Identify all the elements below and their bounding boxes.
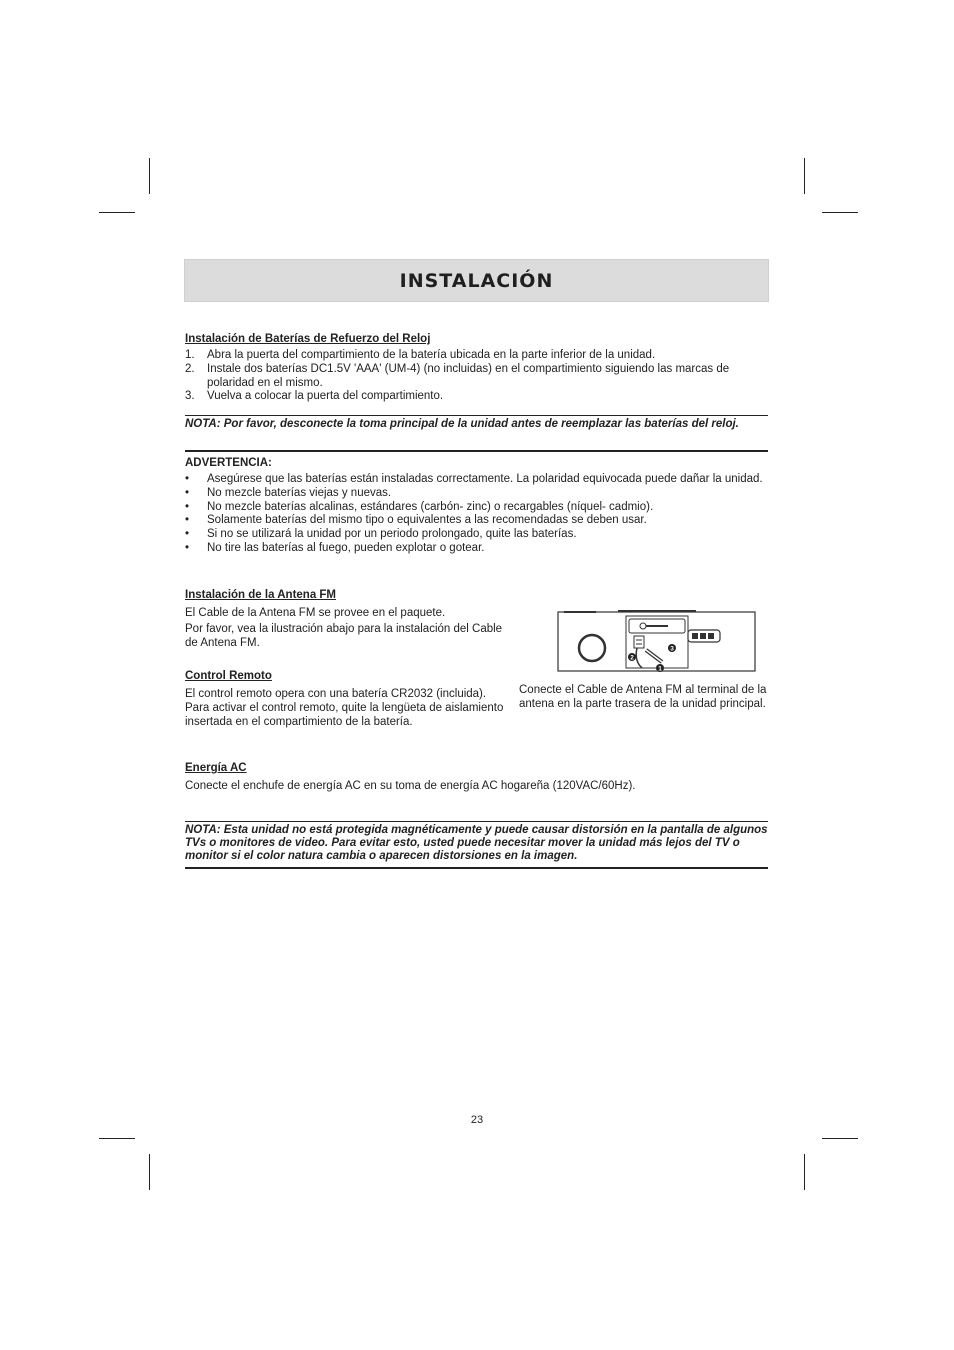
list-item: • No tire las baterías al fuego, pueden explotar o gotear. bbox=[185, 541, 485, 554]
crop-mark bbox=[149, 1154, 150, 1190]
note-magnetic: NOTA: Esta unidad no está protegida magnéticamente y puede causar distorsión en la pantalla de algunos TVs o monitores de video. Para evitar esto, usted puede necesitar mover la unidad más lejos del TV o monitor si el color natura cambia o aparecen distorsiones en la imagen. bbox=[185, 824, 768, 862]
remote-heading: Control Remoto bbox=[185, 670, 272, 682]
list-item: • No mezcle baterías viejas y nuevas. bbox=[185, 486, 392, 499]
crop-mark bbox=[822, 1138, 858, 1139]
list-item: • Solamente baterías del mismo tipo o equivalentes a las recomendadas se deben usar. bbox=[185, 514, 647, 527]
remote-text: El control remoto opera con una batería CR2032 (incluida). Para activar el control remoto, quite la lengüeta de aislamiento insertada en el compartimiento de la batería. bbox=[185, 688, 504, 728]
page-title: INSTALACIÓN bbox=[399, 269, 554, 292]
warning-heading: ADVERTENCIA: bbox=[185, 457, 272, 469]
list-item: • Si no se utilizará la unidad por un periodo prolongado, quite las baterías. bbox=[185, 528, 577, 541]
divider bbox=[185, 867, 768, 869]
callout-3: 3 bbox=[670, 645, 674, 653]
callout-1: 1 bbox=[658, 665, 662, 673]
list-item: 1. Abra la puerta del compartimiento de la batería ubicada en la parte inferior de la unidad. bbox=[185, 349, 656, 361]
crop-mark bbox=[99, 212, 135, 213]
list-item: • Asegúrese que las baterías están instaladas correctamente. La polaridad equivocada puede dañar la unidad. bbox=[185, 473, 763, 485]
divider bbox=[185, 415, 768, 416]
warning-list bbox=[185, 473, 769, 556]
battery-heading: Instalación de Baterías de Refuerzo del Reloj bbox=[185, 333, 431, 345]
power-text: Conecte el enchufe de energía AC en su toma de energía AC hogareña (120VAC/60Hz). bbox=[185, 780, 636, 792]
power-heading: Energía AC bbox=[185, 762, 247, 774]
antenna-text-2: Por favor, vea la ilustración abajo para la instalación del Cable de Antena FM. bbox=[185, 623, 503, 649]
crop-mark bbox=[804, 1154, 805, 1190]
crop-mark bbox=[822, 212, 858, 213]
list-item: • No mezcle baterías alcalinas, estándares (carbón- zinc) o recargables (níquel- cadmio). bbox=[185, 500, 654, 513]
page-number: 23 bbox=[470, 1114, 484, 1126]
list-item: 2. Instale dos baterías DC1.5V 'AAA' (UM-4) (no incluidas) en el compartimiento siguiendo las marcas de polaridad en el mismo. bbox=[185, 362, 730, 389]
title-band bbox=[184, 259, 769, 302]
crop-mark bbox=[99, 1138, 135, 1139]
divider bbox=[185, 821, 768, 822]
crop-mark bbox=[149, 158, 150, 194]
crop-mark bbox=[804, 158, 805, 194]
battery-steps bbox=[185, 349, 769, 404]
antenna-heading: Instalación de la Antena FM bbox=[185, 589, 337, 601]
divider bbox=[185, 450, 768, 452]
callout-2: 2 bbox=[630, 654, 634, 662]
list-item: 3. Vuelva a colocar la puerta del compartimiento. bbox=[185, 390, 444, 403]
antenna-illustration bbox=[556, 606, 758, 678]
note-battery: NOTA: Por favor, desconecte la toma principal de la unidad antes de reemplazar las baterías del reloj. bbox=[185, 418, 739, 430]
antenna-caption: Conecte el Cable de Antena FM al terminal de la antena en la parte trasera de la unidad principal. bbox=[519, 684, 767, 710]
antenna-text-1: El Cable de la Antena FM se provee en el paquete. bbox=[185, 607, 446, 619]
